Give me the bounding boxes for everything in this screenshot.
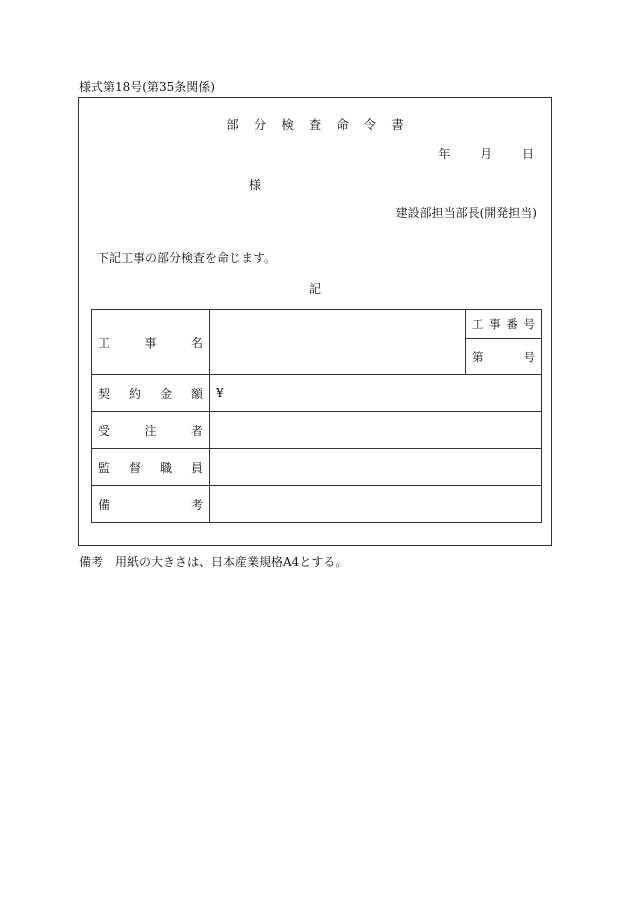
ki-heading: 記 [308, 282, 321, 296]
date-month: 月 [480, 147, 493, 161]
remarks-label: 備考 [92, 486, 210, 523]
footnote [79, 553, 347, 570]
currency-symbol: ¥ [216, 386, 224, 400]
contractor-label: 受注者 [92, 412, 210, 449]
construction-name-label: 工事名 [92, 310, 210, 375]
number-suffix: 号 [523, 349, 535, 364]
construction-number-value[interactable] [466, 339, 542, 375]
instruction-text: 下記工事の部分検査を命じます。 [97, 251, 277, 265]
contract-amount-value[interactable] [210, 375, 542, 412]
table-row [92, 412, 542, 449]
footnote-label: 備考 [79, 555, 104, 569]
supervisor-label: 監督職員 [92, 449, 210, 486]
date-year: 年 [438, 147, 451, 161]
table-row [92, 310, 542, 339]
date-line [412, 145, 534, 162]
issuer: 建設部担当部長(開発担当) [395, 206, 537, 220]
table-row [92, 449, 542, 486]
remarks-value[interactable] [210, 486, 542, 523]
contract-amount-label: 契約金額 [92, 375, 210, 412]
construction-number-label: 工事番号 [466, 310, 542, 339]
table-row [92, 486, 542, 523]
footnote-text: 用紙の大きさは、日本産業規格A4とする。 [115, 555, 348, 569]
date-day: 日 [521, 147, 534, 161]
document-title: 部分検査命令書 [226, 117, 419, 132]
number-prefix: 第 [472, 349, 484, 364]
contractor-value[interactable] [210, 412, 542, 449]
detail-table [91, 309, 542, 523]
construction-name-value[interactable] [210, 310, 466, 375]
supervisor-value[interactable] [210, 449, 542, 486]
form-number: 様式第18号(第35条関係) [79, 80, 215, 94]
form-frame [78, 97, 552, 546]
table-row [92, 375, 542, 412]
addressee-suffix: 様 [249, 178, 262, 192]
